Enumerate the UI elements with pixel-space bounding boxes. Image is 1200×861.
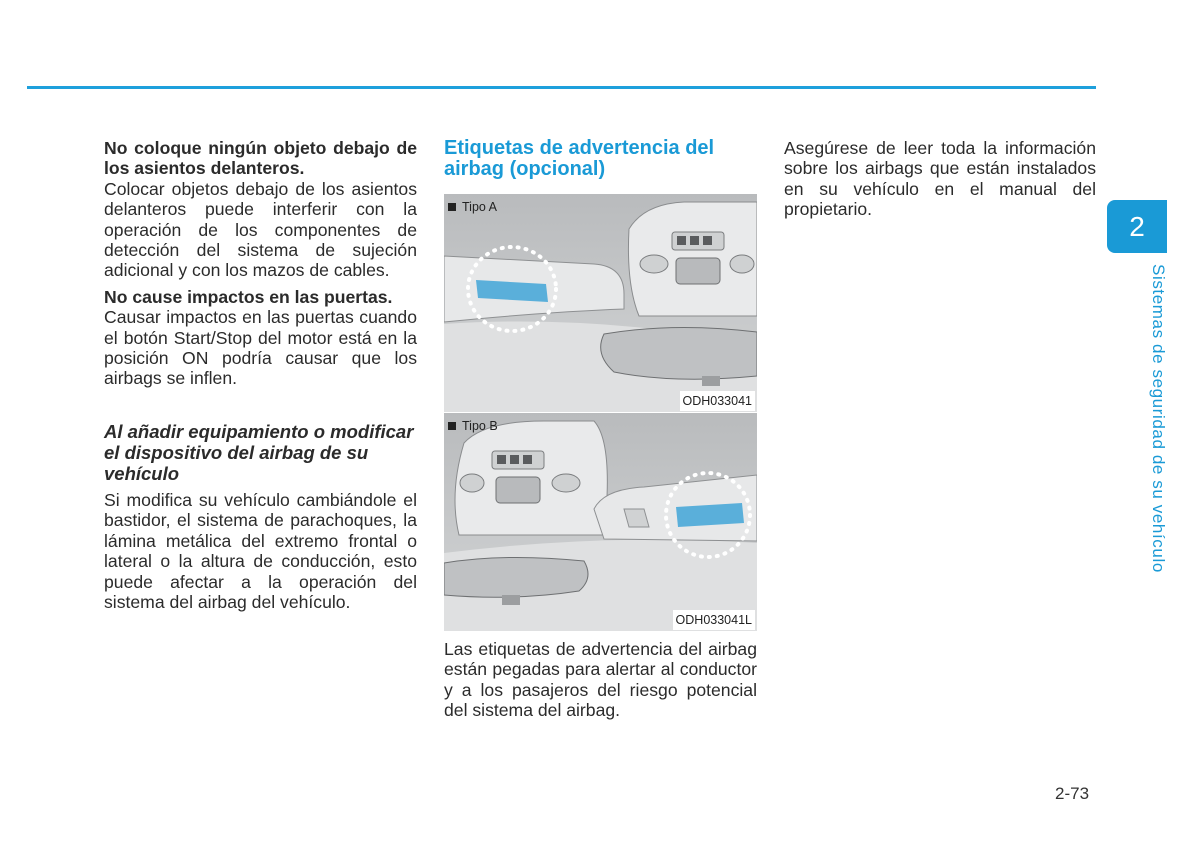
subheading-modifications: Al añadir equipamiento o modificar el dispositivo del airbag de su vehículo (104, 420, 414, 484)
chapter-tab: 2 (1107, 200, 1167, 253)
middle-column (444, 138, 757, 721)
chapter-title: Sistemas de seguridad de su vehículo (1149, 264, 1168, 573)
square-bullet-icon (448, 422, 456, 430)
figure-label-b: Tipo B (448, 416, 498, 436)
header-rule (27, 86, 1096, 89)
labels-description: Las etiquetas de advertencia del airbag están pegadas para alertar al conductor y a los pasajeros del riesgo potencial del sistema del airbag. (444, 639, 757, 721)
section-title: Etiquetas de advertencia del airbag (opcional) (444, 137, 715, 180)
modifications-text: Si modifica su vehículo cambiándole el bastidor, el sistema de parachoques, la lámina metálica del extremo frontal o lateral o la altura de conducción, esto puede afectar a la operación del sistema del airbag del vehículo. (104, 489, 417, 612)
warning-text-seats: Colocar objetos debajo de los asientos delanteros puede interferir con la operación de los componentes de detección del sistema de sujeción adicional y con los mazos de cables. (104, 178, 417, 281)
figure-code-b: ODH033041L (673, 610, 755, 630)
headliner-illustration-a (444, 194, 757, 412)
page-number: 2-73 (1055, 784, 1090, 803)
warning-text-doors: Causar impactos en las puertas cuando el botón Start/Stop del motor está en la posición ON podría causar que los airbags se inflen. (104, 307, 417, 389)
left-column (104, 138, 417, 612)
figure-type-a (444, 194, 757, 412)
headliner-illustration-b (444, 413, 757, 631)
owners-manual-note: Asegúrese de leer toda la información sobre los airbags que están instalados en su vehículo en el manual del propietario. (784, 138, 1096, 220)
right-column (784, 138, 1096, 220)
figure-label-a: Tipo A (448, 197, 497, 217)
warning-heading-seats: No coloque ningún objeto debajo de los asientos delanteros. (104, 138, 417, 179)
warning-heading-doors: No cause impactos en las puertas. (104, 286, 393, 307)
figure-code-a: ODH033041 (680, 391, 756, 411)
figure-type-b (444, 413, 757, 631)
square-bullet-icon (448, 203, 456, 211)
